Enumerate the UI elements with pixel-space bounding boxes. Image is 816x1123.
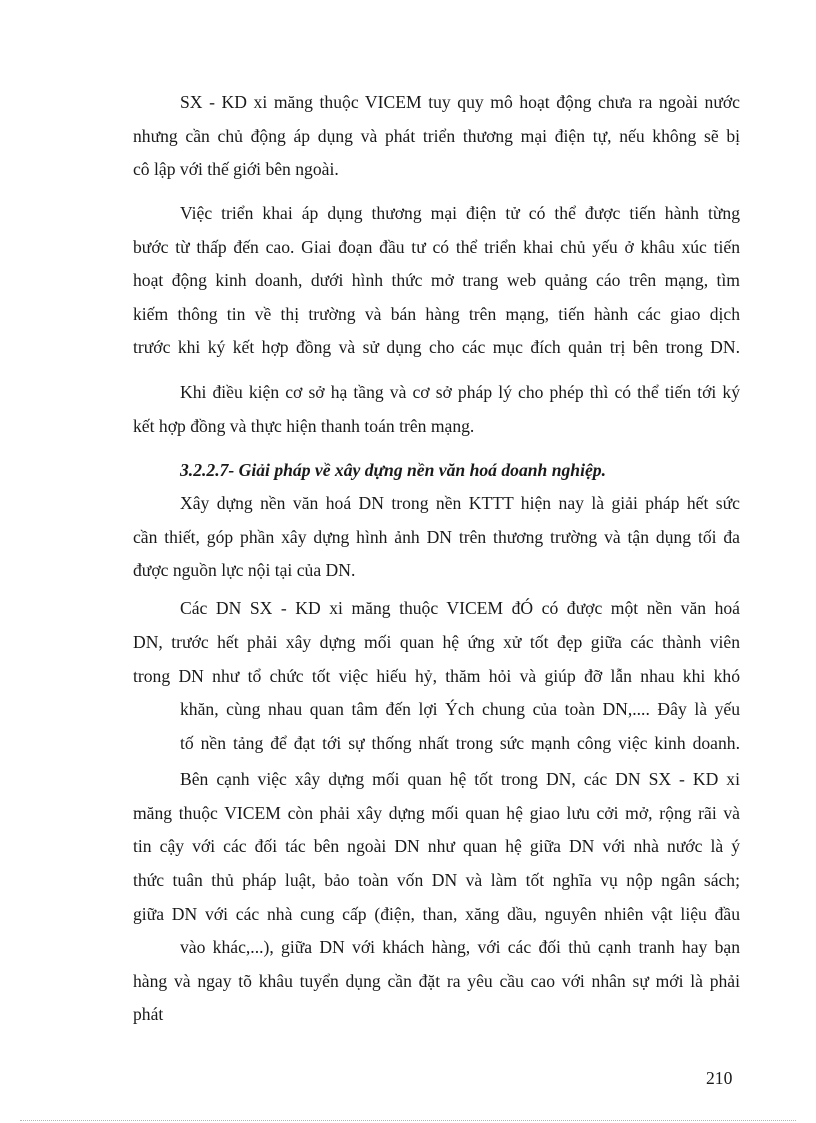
paragraph-line: khăn, cùng nhau quan tâm đến lợi Ých chung của toàn DN,.... Đây là yếu bbox=[180, 699, 740, 719]
paragraph-line: Khi điều kiện cơ sở hạ tầng và cơ sở pháp lý cho phép thì có thể tiến tới ký bbox=[180, 382, 740, 402]
footer-divider bbox=[20, 1120, 796, 1121]
paragraph-line: hàng và ngay tõ khâu tuyển dụng cần đặt ra yêu cầu cao với nhân sự mới là phải bbox=[133, 971, 740, 991]
paragraph-line: Các DN SX - KD xi măng thuộc VICEM đÓ có được một nền văn hoá bbox=[180, 598, 740, 618]
paragraph-line: Việc triển khai áp dụng thương mại điện tử có thể được tiến hành từng bbox=[180, 203, 740, 223]
paragraph-line: cần thiết, góp phần xây dựng hình ảnh DN trên thương trường và tận dụng tối đa bbox=[133, 527, 740, 547]
paragraph-line: thức tuân thủ pháp luật, bảo toàn vốn DN và làm tốt nghĩa vụ nộp ngân sách; bbox=[133, 870, 740, 890]
paragraph-line: trước khi ký kết hợp đồng và sử dụng cho các mục đích quản trị bên trong DN. bbox=[133, 337, 740, 357]
paragraph-line: bước từ thấp đến cao. Giai đoạn đầu tư có thể triển khai chủ yếu ở khâu xúc tiến bbox=[133, 237, 740, 257]
paragraph-line: trong DN như tổ chức tốt việc hiếu hỷ, thăm hỏi và giúp đỡ lẫn nhau khi khó bbox=[133, 666, 740, 686]
paragraph-line: kiếm thông tin về thị trường và bán hàng trên mạng, tiến hành các giao dịch bbox=[133, 304, 740, 324]
paragraph-line: nhưng cần chủ động áp dụng và phát triển thương mại điện tự, nếu không sẽ bị bbox=[133, 126, 740, 146]
paragraph-line: Xây dựng nền văn hoá DN trong nền KTTT hiện nay là giải pháp hết sức bbox=[180, 493, 740, 513]
paragraph-line: được nguồn lực nội tại của DN. bbox=[133, 560, 356, 580]
paragraph-line: cô lập với thế giới bên ngoài. bbox=[133, 159, 339, 179]
paragraph-line: vào khác,...), giữa DN với khách hàng, với các đối thủ cạnh tranh hay bạn bbox=[180, 937, 740, 957]
paragraph-line: tố nền tảng để đạt tới sự thống nhất trong sức mạnh công việc kinh doanh. bbox=[180, 733, 740, 753]
paragraph-line: SX - KD xi măng thuộc VICEM tuy quy mô hoạt động chưa ra ngoài nước bbox=[180, 92, 740, 112]
paragraph-line: kết hợp đồng và thực hiện thanh toán trên mạng. bbox=[133, 416, 475, 436]
page-number: 210 bbox=[706, 1068, 733, 1088]
section-heading: 3.2.2.7- Giải pháp về xây dựng nền văn hoá doanh nghiệp. bbox=[180, 460, 606, 480]
paragraph-line: tin cậy với các đối tác bên ngoài DN như quan hệ giữa DN với nhà nước là ý bbox=[133, 836, 740, 856]
paragraph-line: phát bbox=[133, 1004, 164, 1024]
paragraph-line: hoạt động kinh doanh, dưới hình thức mở trang web quảng cáo trên mạng, tìm bbox=[133, 270, 740, 290]
paragraph-line: DN, trước hết phải xây dựng mối quan hệ ứng xử tốt đẹp giữa các thành viên bbox=[133, 632, 740, 652]
paragraph-line: giữa DN với các nhà cung cấp (điện, than, xăng dầu, nguyên nhiên vật liệu đầu bbox=[133, 904, 740, 924]
paragraph-line: măng thuộc VICEM còn phải xây dựng mối quan hệ giao lưu cởi mở, rộng rãi và bbox=[133, 803, 740, 823]
paragraph-line: Bên cạnh việc xây dựng mối quan hệ tốt trong DN, các DN SX - KD xi bbox=[180, 769, 740, 789]
